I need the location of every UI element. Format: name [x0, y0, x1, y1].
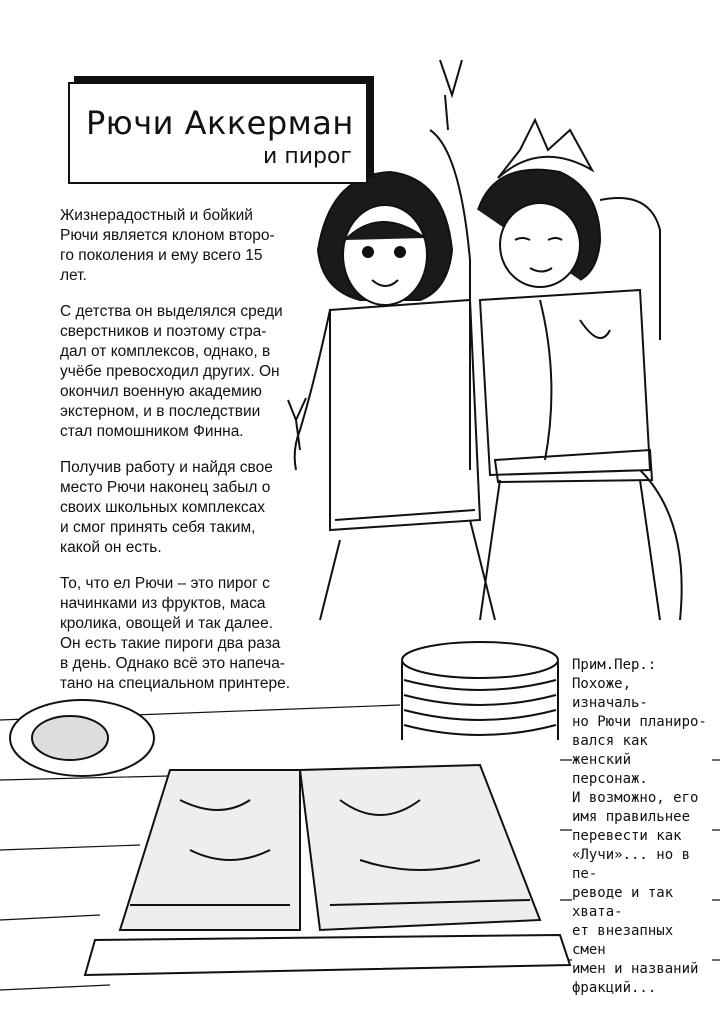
bio-paragraph: То, что ел Рючи – это пирог с начинками из фруктов, маса кролика, овощей и так далее. Он есть такие пироги два раза в день. Однако всё это напеча- тано на специальном принтере. — [60, 575, 291, 692]
character-right — [478, 120, 682, 620]
bio-paragraph: Жизнерадостный и бойкий Рючи является клоном второ- го поколения и ему всего 15 лет. — [60, 207, 275, 284]
bio-text — [60, 206, 300, 710]
page-title: Рючи Аккерман — [86, 104, 354, 142]
title-box — [68, 82, 368, 184]
page-subtitle: и пирог — [263, 144, 352, 169]
pie-tray — [10, 700, 570, 975]
translator-note: Прим.Пер.: Похоже, изначаль- но Рючи планиро- вался как женский персонаж. И возможно, его имя правильнее перевести как «Лучи»... но в пе- реводе и так хвата- ет внезапных смен имен и названий фракций... — [572, 656, 712, 998]
bio-paragraph: Получив работу и найдя свое место Рючи наконец забыл о своих школьных комплексах и смог принять себя таким, какой он есть. — [60, 459, 273, 556]
bio-paragraph: С детства он выделялся среди сверстников и поэтому стра- дал от комплексов, однако, в учёбе превосходил других. Он окончил военную академию экстерном, и в последствии стал помошником Финна. — [60, 303, 283, 440]
plate-stack — [402, 642, 558, 740]
